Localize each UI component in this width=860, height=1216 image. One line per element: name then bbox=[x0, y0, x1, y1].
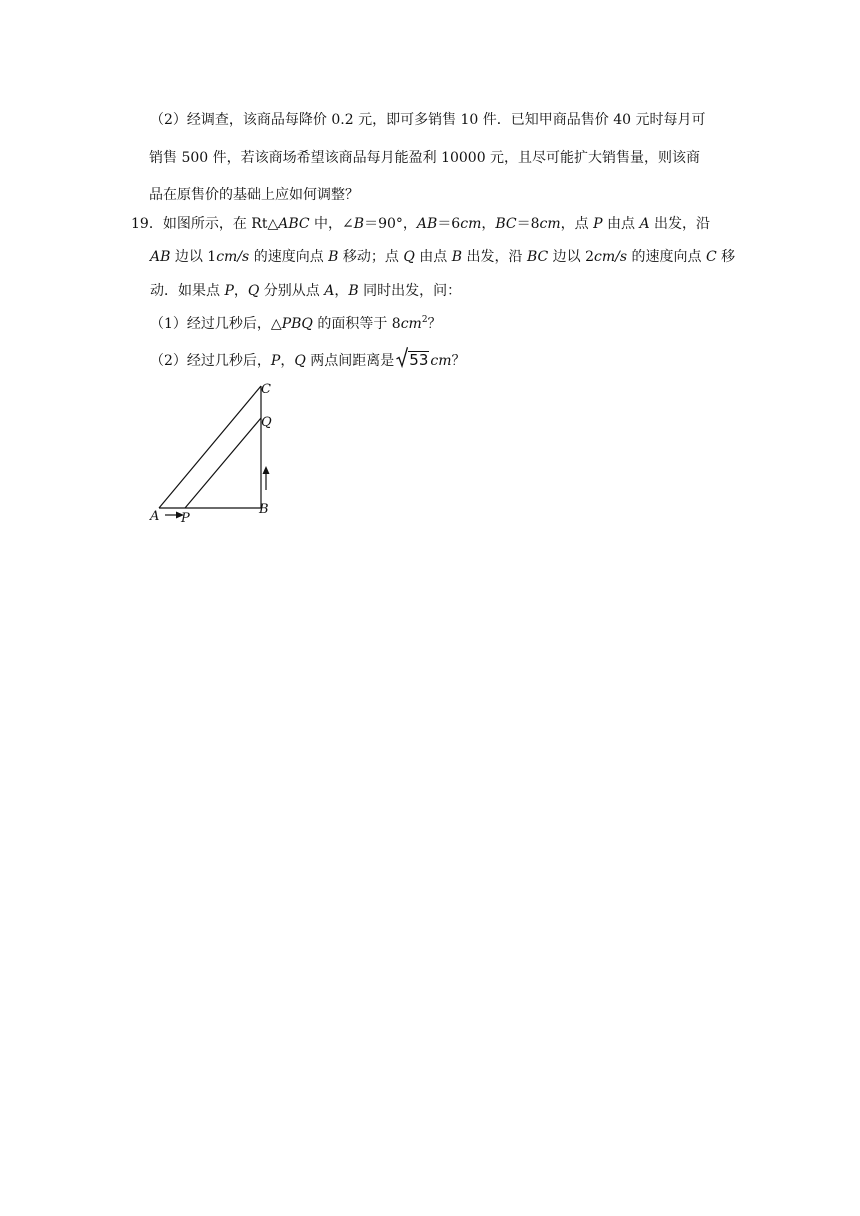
label-p: P bbox=[181, 511, 190, 526]
text: 如图所示，在 Rt△ bbox=[162, 216, 279, 232]
text: 出发，沿 bbox=[649, 216, 711, 232]
triangle-figure bbox=[140, 378, 290, 528]
radicand: 53 bbox=[409, 351, 429, 369]
text: 出发，沿 bbox=[462, 249, 527, 265]
text: 移动；点 bbox=[338, 249, 404, 265]
label-a: A bbox=[150, 509, 160, 524]
part2-line-1: （2）经调查，该商品每降价 0.2 元，即可多销售 10 件．已知甲商品售价 40 元时每月可 bbox=[150, 112, 706, 128]
segment-ac bbox=[159, 386, 261, 508]
question-number: 19． bbox=[131, 216, 163, 232]
text: ， bbox=[280, 353, 295, 369]
text: 由点 bbox=[414, 249, 452, 265]
text: 同时出发，问： bbox=[358, 283, 462, 299]
question-19-sub-2 bbox=[150, 350, 466, 370]
math-var: ABC bbox=[278, 216, 310, 232]
math-var: Q bbox=[403, 249, 415, 265]
math-var: Q bbox=[294, 353, 306, 369]
text: ＝6 bbox=[437, 216, 461, 232]
math-var: P bbox=[224, 283, 234, 299]
text: ？ bbox=[427, 316, 442, 332]
math-var: C bbox=[705, 249, 717, 265]
math-var: AB bbox=[150, 249, 171, 265]
text: 的面积等于 8 bbox=[312, 316, 401, 332]
text: ， bbox=[233, 283, 248, 299]
math-unit: cm bbox=[539, 216, 561, 232]
math-var: BC bbox=[495, 216, 517, 232]
question-19-line-2 bbox=[150, 247, 735, 267]
text: ＝90°， bbox=[364, 216, 417, 232]
question-19-sub-1 bbox=[150, 314, 442, 334]
text: 的速度向点 bbox=[249, 249, 329, 265]
math-var: Q bbox=[247, 283, 260, 299]
math-var: A bbox=[639, 216, 650, 232]
math-unit: cm bbox=[460, 216, 482, 232]
text: 中，∠ bbox=[309, 216, 354, 232]
math-unit: cm/s bbox=[594, 249, 628, 265]
part2-line-3: 品在原售价的基础上应如何调整？ bbox=[149, 187, 359, 203]
math-var: P bbox=[593, 216, 603, 232]
text: ， bbox=[334, 283, 349, 299]
text: ＝8 bbox=[516, 216, 540, 232]
math-var: PBQ bbox=[281, 316, 313, 332]
radical-sign-icon bbox=[396, 346, 408, 368]
text: 两点间距离是 bbox=[305, 353, 395, 369]
math-unit: cm bbox=[430, 353, 452, 369]
text: 的速度向点 bbox=[627, 249, 706, 265]
text: 动．如果点 bbox=[150, 283, 225, 299]
label-c: C bbox=[261, 382, 271, 397]
math-var: B bbox=[353, 216, 365, 232]
text: 移 bbox=[716, 249, 736, 265]
math-var: AB bbox=[416, 216, 438, 232]
text: ， bbox=[481, 216, 496, 232]
text: （2）经过几秒后， bbox=[150, 353, 271, 369]
question-19-line-3 bbox=[150, 281, 461, 301]
label-q: Q bbox=[261, 415, 272, 430]
math-var: BC bbox=[526, 249, 549, 265]
text: 边以 1 bbox=[170, 249, 217, 265]
label-b: B bbox=[259, 502, 269, 517]
exponent: 2 bbox=[421, 315, 428, 325]
text: 边以 2 bbox=[548, 249, 595, 265]
text: ，点 bbox=[560, 216, 594, 232]
math-var: P bbox=[270, 353, 281, 369]
part2-line-2: 销售 500 件，若该商场希望该商品每月能盈利 10000 元，且尽可能扩大销售量，则该商 bbox=[149, 150, 701, 166]
text: （1）经过几秒后，△ bbox=[150, 316, 282, 332]
square-root bbox=[396, 350, 429, 370]
math-var: B bbox=[451, 249, 463, 265]
math-unit: cm bbox=[400, 316, 422, 332]
question-19-line-1 bbox=[131, 214, 710, 234]
text: 分别从点 bbox=[259, 283, 325, 299]
math-var: B bbox=[328, 249, 339, 265]
math-var: B bbox=[348, 283, 359, 299]
math-var: A bbox=[324, 283, 335, 299]
text: ？ bbox=[451, 353, 466, 369]
math-unit: cm/s bbox=[216, 249, 250, 265]
text: 由点 bbox=[602, 216, 640, 232]
arrow-up-icon bbox=[263, 466, 270, 490]
